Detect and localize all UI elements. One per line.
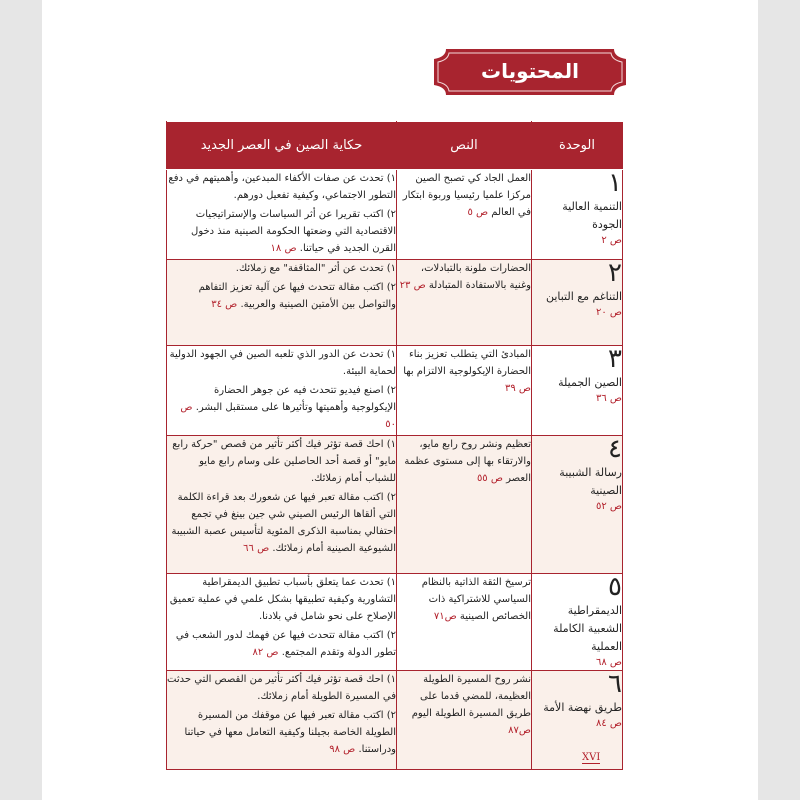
task-text: ١) تحدث عن أثر "المثاقفة" مع زملائك. [235,263,396,274]
task-text: ١) احك قصة تؤثر فيك أكثر تأثير من قصص "حركة رابع مايو" أو قصة أحد الحاصلين على وسام رابع مايو للشباب أمام زملائك. [172,439,396,484]
unit-name: التناغم مع التباين [545,290,622,303]
unit-cell [532,260,623,346]
task-item [167,206,396,257]
unit-name: رسالة الشبيبة الصينية [559,466,622,497]
task-item [167,707,396,758]
task-page[interactable]: ص ٣٤ [211,299,238,310]
text-page[interactable]: ص٨٧ [508,725,531,736]
text-title: تعظيم ونشر روح رابع مايو، والارتقاء بها إلى مستوى عظمة العصر [404,439,531,484]
task-item [167,574,396,625]
unit-page[interactable]: ص ٢ [601,235,622,246]
text-page[interactable]: ص٧١ [433,611,457,622]
table-row [167,170,623,260]
task-item [167,627,396,661]
unit-cell [532,436,623,574]
table-row [167,436,623,574]
header-unit: الوحدة [532,122,623,170]
text-title: الحضارات ملونة بالتبادلات، وغنية بالاستفادة المتبادلة [420,263,531,291]
unit-cell [532,170,623,260]
story-cell [167,671,397,770]
text-title: ترسيخ الثقة الذاتية بالنظام السياسي للاشتراكية ذات الخصائص الصينية [421,577,531,622]
story-cell [167,574,397,671]
unit-name: الديمقراطية الشعبية الكاملة العملية [553,604,622,653]
task-text: ٢) اكتب تقريرا عن أثر السياسات والإستراتيجيات الاقتصادية التي وضعتها الحكومة الصينية منذ دخول القرن الجديد في حياتنا. [191,209,396,254]
unit-name: الصين الجميلة [558,376,622,389]
unit-number: ٣ [608,344,622,374]
unit-page[interactable]: ص ٥٢ [595,501,622,512]
unit-cell [532,346,623,436]
unit-number: ٢ [608,258,622,288]
task-page[interactable]: ص ١٨ [270,243,297,254]
story-cell [167,170,397,260]
task-text: ١) تحدث عن الدور الذي تلعبه الصين في الجهود الدولية لحماية البيئة. [169,349,396,377]
unit-cell [532,574,623,671]
task-page[interactable]: ص ٦٦ [243,543,270,554]
table-header-row [167,122,623,170]
text-page[interactable]: ص ٢٣ [399,280,426,291]
text-cell [397,170,532,260]
text-cell [397,346,532,436]
task-item [167,382,396,433]
text-cell [397,574,532,671]
header-story: حكاية الصين في العصر الجديد [167,122,397,170]
task-item [167,489,396,557]
page-number: XVI [582,752,601,763]
story-cell [167,260,397,346]
table-row [167,346,623,436]
text-cell [397,436,532,574]
unit-page[interactable]: ص ٣٦ [595,393,622,404]
task-item [167,346,396,380]
unit-page[interactable]: ص ٢٠ [595,307,622,318]
page-title: المحتويات [480,59,579,83]
text-page[interactable]: ص ٥٥ [476,473,503,484]
task-text: ١) تحدث عما يتعلق بأسباب تطبيق الديمقراطية التشاورية وكيفية تطبيقها بشكل علمي في عملية تعميق الإصلاح على نحو شامل في بلادنا. [169,577,396,622]
task-text: ٢) اكتب مقالة تعبر فيها عن موقفك من المسيرة الطويلة الخاصة بجيلنا وكيفية التعامل معها في حياتنا ودراستنا. [184,710,396,755]
task-text: ٢) اكتب مقالة تعبر فيها عن شعورك بعد قراءة الكلمة التي ألقاها الرئيس الصيني شي جين بينغ في تجمع احتفالي بمناسبة الذكرى المئوية لتأسيس عصبة الشبيبة الشيوعية الصينية أمام زملائك. [171,492,396,554]
unit-number: ٦ [608,669,622,699]
story-cell [167,346,397,436]
text-cell [397,671,532,770]
task-page[interactable]: ص ٨٢ [252,647,279,658]
task-text: ١) تحدث عن صفات الأكفاء المبدعين، وأهميتهم في دفع التطور الاجتماعي، وكيفية تفعيل دورهم. [168,173,396,201]
contents-table [166,121,623,770]
story-cell [167,436,397,574]
table-row [167,671,623,770]
task-page[interactable]: ص ٥٠ [180,402,396,430]
text-page[interactable]: ص ٥ [467,207,489,218]
task-item [167,170,396,204]
task-text: ٢) اصنع فيديو تتحدث فيه عن جوهر الحضارة الإيكولوجية وأهميتها وتأثيرها على مستقبل البشر. [195,385,396,413]
text-cell [397,260,532,346]
unit-cell [532,671,623,770]
title-banner [432,47,628,97]
unit-number: ١ [608,168,622,198]
unit-name: التنمية العالية الجودة [562,200,622,231]
unit-name: طريق نهضة الأمة [543,701,622,714]
header-text: النص [397,122,532,170]
text-title: العمل الجاد كي تصبح الصين مركزا علميا رئيسيا وربوة ابتكار في العالم [402,173,531,218]
task-text: ١) احك قصة تؤثر فيك أكثر تأثير من القصص التي حدثت في المسيرة الطويلة أمام زملائك. [167,674,396,702]
task-text: ٢) اكتب مقالة تتحدث فيها عن آلية تعزيز التفاهم والتواصل بين الأمتين الصينية والعربية. [198,282,396,310]
task-item [167,671,396,705]
text-title: المبادئ التي يتطلب تعزيز بناء الحضارة الإيكولوجية الالتزام بها [403,349,531,377]
table-row [167,260,623,346]
task-item [167,260,396,277]
unit-number: ٥ [608,572,622,602]
table-row [167,574,623,671]
unit-page[interactable]: ص ٨٤ [595,718,622,729]
task-page[interactable]: ص ٩٨ [329,744,356,755]
task-text: ٢) اكتب مقالة تتحدث فيها عن فهمك لدور الشعب في تطور الدولة وتقدم المجتمع. [175,630,396,658]
text-title: نشر روح المسيرة الطويلة العظيمة، للمضي قدما على طريق المسيرة الطويلة اليوم [411,674,531,719]
text-page[interactable]: ص ٣٩ [504,383,531,394]
task-item [167,436,396,487]
task-item [167,279,396,313]
unit-number: ٤ [608,434,622,464]
unit-page[interactable]: ص ٦٨ [595,657,622,668]
